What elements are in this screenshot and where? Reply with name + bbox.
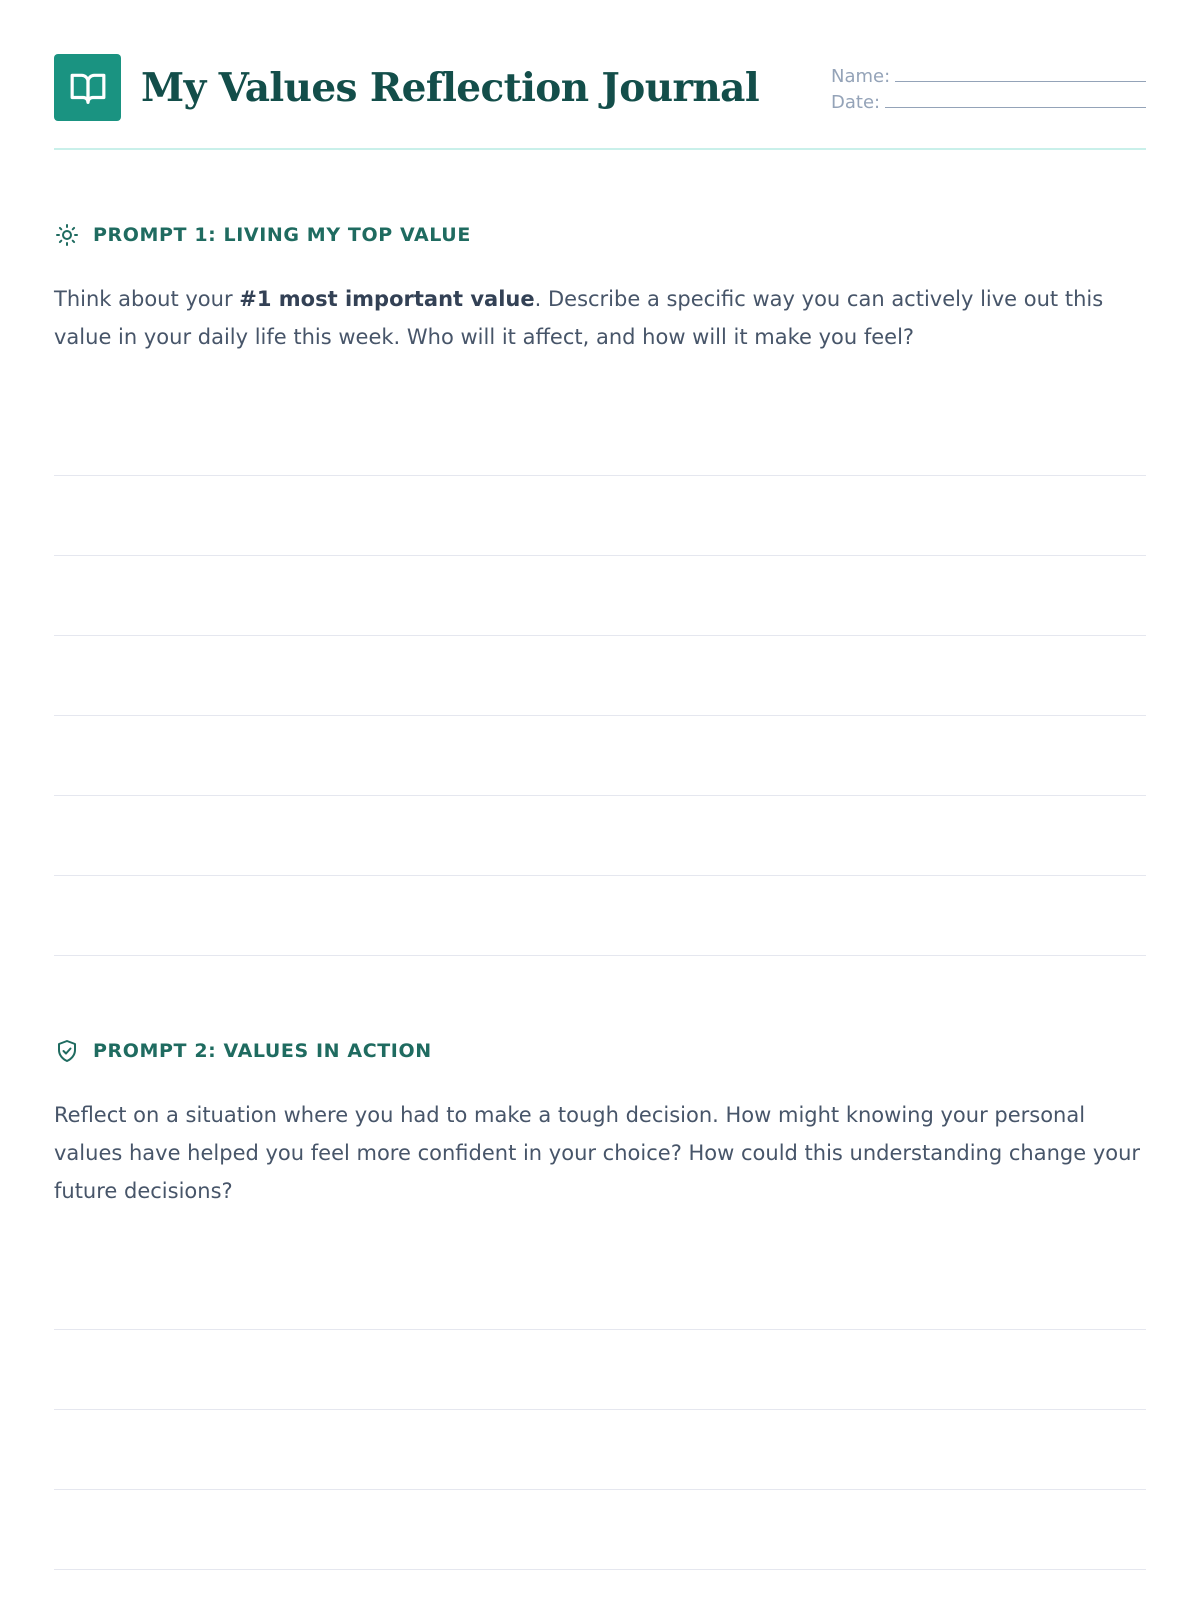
prompt-1-text-end: . Describe a specific way you can actively live out this value in your daily life this week. Who will it affect, and how will it make you feel? [54,287,1104,349]
name-line[interactable] [895,81,1146,82]
writing-line[interactable] [54,476,1146,556]
prompt-2-heading [54,1036,1146,1066]
writing-line[interactable] [54,876,1146,956]
name-label: Name: [831,66,891,87]
writing-line[interactable] [54,1570,1146,1600]
name-date-fields [831,61,1146,113]
prompt-2-text: Reflect on a situation where you had to make a tough decision. How might knowing your personal values have helped you feel more confident in your choice? How could this understanding change your future decisions? [54,1103,1141,1203]
prompt-section-1 [54,220,1146,956]
prompt-2-title: PROMPT 2: VALUES IN ACTION [93,1040,432,1062]
prompt-1-answer-area[interactable] [54,396,1146,956]
prompt-1-heading [54,220,1146,250]
date-field[interactable] [831,87,1146,113]
shield-check-icon [54,1038,80,1064]
writing-line[interactable] [54,396,1146,476]
prompt-1-text [54,280,1154,356]
writing-line[interactable] [54,556,1146,636]
date-label: Date: [831,92,881,113]
date-line[interactable] [885,107,1146,108]
writing-line[interactable] [54,716,1146,796]
logo-badge [54,54,121,121]
name-field[interactable] [831,61,1146,87]
writing-line[interactable] [54,1490,1146,1570]
writing-line[interactable] [54,1410,1146,1490]
open-book-icon [69,69,107,107]
prompt-2-answer-area[interactable] [54,1250,1146,1600]
page-title: My Values Reflection Journal [141,65,760,111]
prompt-1-text-emphasis: #1 most important value [239,287,535,311]
writing-line[interactable] [54,1250,1146,1330]
writing-line[interactable] [54,1330,1146,1410]
prompt-1-text-start: Think about your [54,287,240,311]
writing-line[interactable] [54,636,1146,716]
prompt-section-2 [54,1036,1146,1600]
writing-line[interactable] [54,796,1146,876]
page-header [54,54,1146,150]
sun-icon [54,222,80,248]
prompt-1-title: PROMPT 1: LIVING MY TOP VALUE [93,224,471,246]
